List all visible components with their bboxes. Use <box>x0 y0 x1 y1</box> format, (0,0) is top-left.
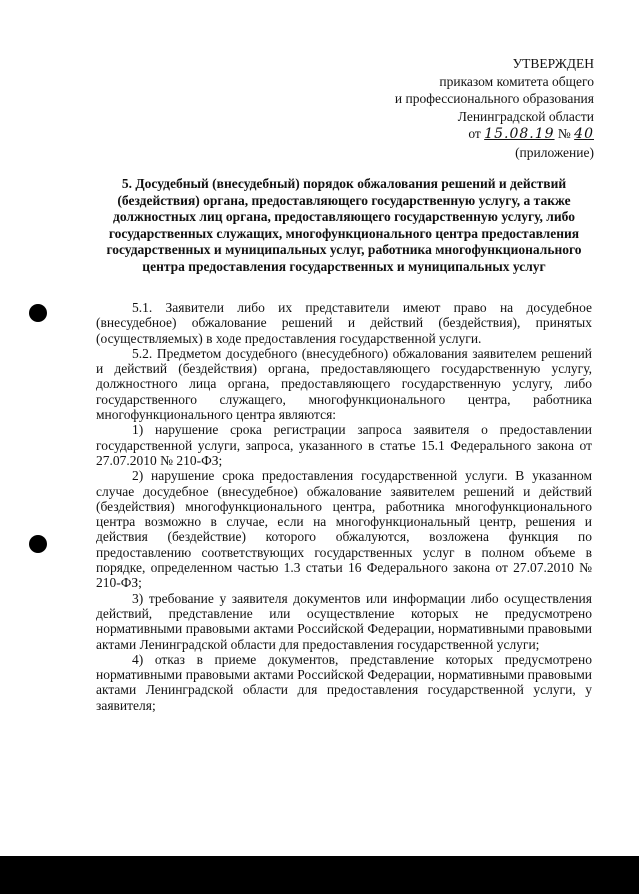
approval-appendix: (приложение) <box>515 144 594 160</box>
punch-hole <box>29 535 47 553</box>
handwritten-date: 15.08.19 <box>484 126 555 142</box>
list-item-3: 3) требование у заявителя документов или информации либо осуществления действий, представление или осуществление которых не предусмотрено нормативными правовыми актами Российской Федерации, нормативными правовыми актами Ленинградской области для предоставления государственной услуги; <box>96 590 592 652</box>
punch-hole <box>29 304 47 322</box>
list-item-4: 4) отказ в приеме документов, представление которых предусмотрено нормативными правовыми актами Российской Федерации, нормативными правовыми актами Ленинградской области для предоставления государственной услуги, у заявителя; <box>96 651 592 713</box>
handwritten-number: 40 <box>574 126 594 142</box>
list-item-2: 2) нарушение срока предоставления государственной услуги. В указанном случае досудебное (внесудебное) обжалование заявителем решений и действий (бездействия) многофункционального центра, работника многофункционального центра возможно в случае, если на многофункциональный центр, решения и действия (бездействие) которого обжалуются, возложена функция по предоставлению соответствующих государственных услуг в полном объеме в порядке, определенном частью 1.3 статьи 16 Федерального закона от 27.07.2010 № 210-ФЗ; <box>96 468 592 591</box>
approval-line-1: приказом комитета общего <box>439 73 594 89</box>
list-item-1: 1) нарушение срока регистрации запроса заявителя о предоставлении государственной услуги, запроса, указанного в статье 15.1 Федерального закона от 27.07.2010 № 210-ФЗ; <box>96 422 592 468</box>
approval-line-2: и профессионального образования <box>394 91 594 106</box>
approval-line-3: Ленинградской области <box>457 108 594 124</box>
number-sign: № <box>557 126 571 141</box>
section-heading: 5. Досудебный (внесудебный) порядок обжалования решений и действий (бездействия) органа, предоставляющего государственную услугу, а также должностных лиц органа, предоставляющего государственную услугу, либо государственных служащих, многофункционального центра предоставления государственных и муниципальных услуг, работника многофункционального центра предоставления государственных и муниципальных услуг <box>106 176 582 274</box>
scan-edge-bar <box>0 856 639 894</box>
document-body <box>96 300 592 713</box>
date-prefix: от <box>468 126 481 141</box>
approval-stamp <box>334 55 594 161</box>
paragraph-5-1: 5.1. Заявители либо их представители имеют право на досудебное (внесудебное) обжалование решений и действий (бездействия), принятых (осуществляемых) в ходе предоставления государственной услуги. <box>96 300 592 346</box>
approval-title: УТВЕРЖДЕН <box>512 56 594 71</box>
paragraph-5-2: 5.2. Предметом досудебного (внесудебного) обжалования заявителем решений и действий (бездействия) органа, предоставляющего государственную услугу, должностного лица органа, предоставляющего государственную услугу, либо государственного служащего, многофункционального центра, работника многофункционального центра являются: <box>96 345 592 423</box>
approval-date-line <box>334 125 594 144</box>
